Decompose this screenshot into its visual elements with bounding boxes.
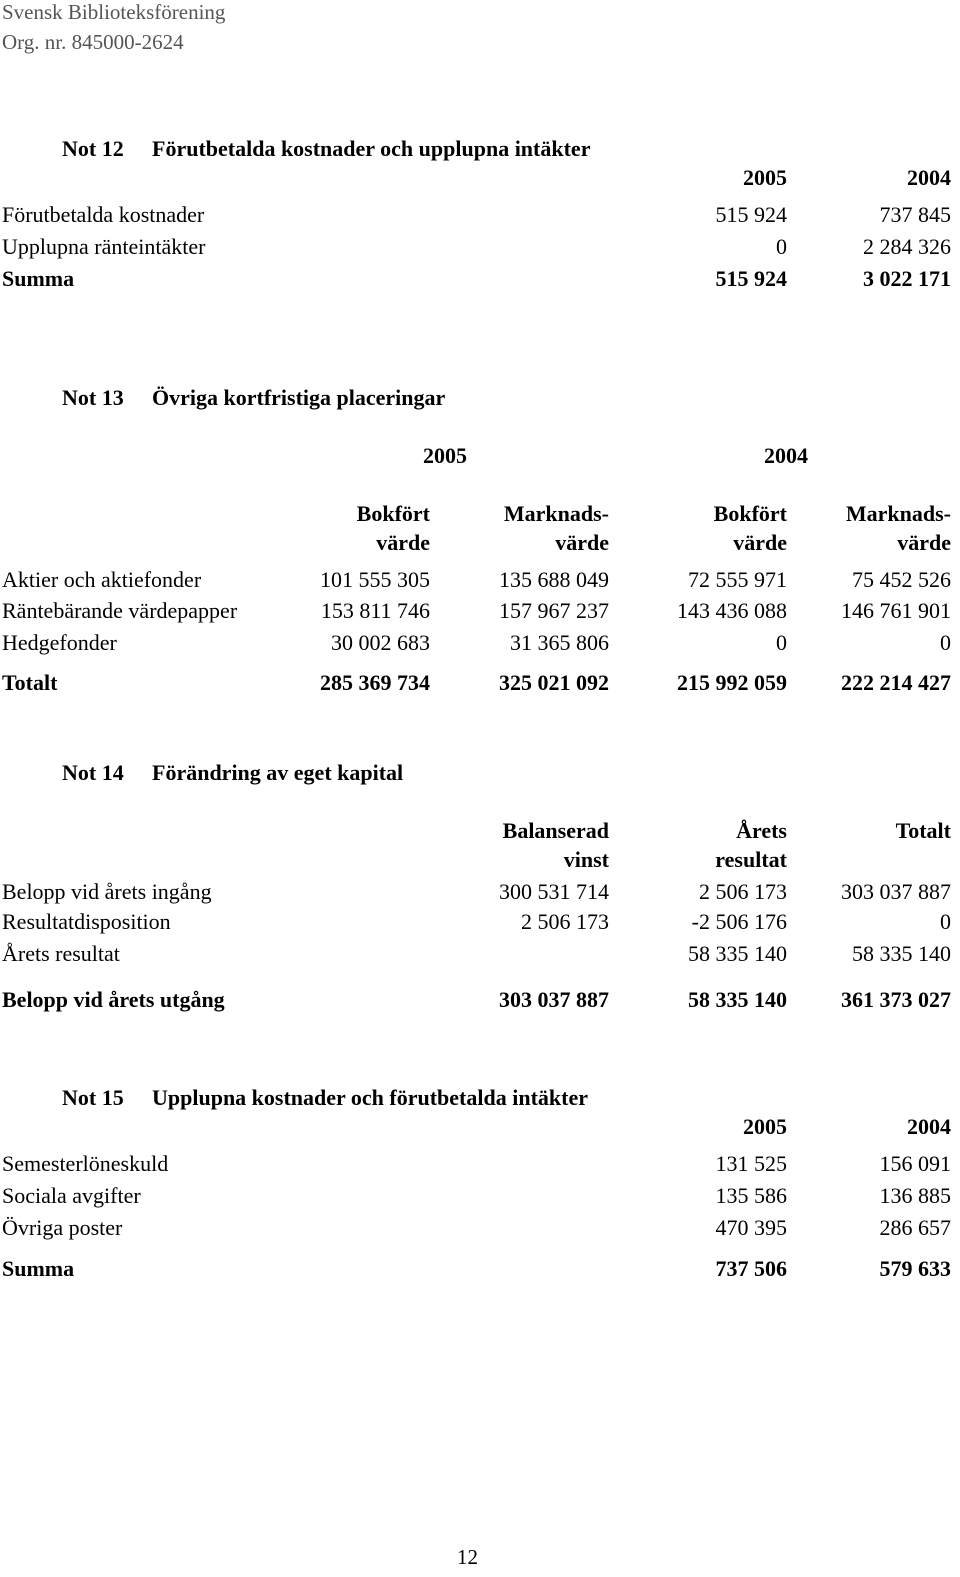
note13-col-header	[846, 499, 951, 557]
note13-value: 0	[776, 630, 787, 655]
note15-value: 131 525	[715, 1151, 787, 1176]
note13-value: 0	[940, 630, 951, 655]
note13-value: 30 002 683	[331, 630, 430, 655]
note12-title	[62, 136, 590, 162]
note14-col-header-line1: Totalt	[895, 818, 951, 843]
note14-row	[0, 879, 960, 909]
note15-row	[0, 1183, 960, 1213]
note12-year-2004: 2004	[907, 165, 951, 190]
note12-value: 737 845	[879, 202, 951, 227]
note13-row	[0, 630, 960, 660]
note15-title-text: Upplupna kostnader och förutbetalda intäkter	[152, 1085, 588, 1110]
note13-col-header-line1: Marknads-	[845, 501, 951, 526]
note15-value: 470 395	[715, 1215, 787, 1240]
note13-col-header	[504, 499, 609, 557]
note12-row-label: Förutbetalda kostnader	[2, 202, 205, 227]
note14-col-header-line2: resultat	[715, 847, 787, 872]
note15-total-value: 737 506	[715, 1256, 787, 1281]
note15-row	[0, 1151, 960, 1181]
note13-value: 31 365 806	[510, 630, 609, 655]
note14-total-value: 303 037 887	[499, 987, 609, 1012]
note12-value: 2 284 326	[863, 234, 951, 259]
note15-year-2005: 2005	[743, 1114, 787, 1139]
note15-value: 286 657	[879, 1215, 951, 1240]
note13-row-label: Hedgefonder	[2, 630, 117, 655]
note13-col-header	[357, 499, 430, 557]
note15-row	[0, 1215, 960, 1245]
note14-row-label: Årets resultat	[2, 941, 120, 966]
org-name: Svensk Biblioteksförening	[2, 0, 226, 24]
note14-title-text: Förändring av eget kapital	[152, 760, 404, 785]
note12-total-value: 3 022 171	[863, 266, 951, 291]
note13-year-2005: 2005	[423, 443, 467, 468]
note12-number: Not 12	[62, 136, 124, 161]
note14-value: 2 506 173	[521, 909, 609, 934]
note13-row	[0, 567, 960, 597]
note13-value: 153 811 746	[320, 598, 430, 623]
note13-value: 146 761 901	[841, 598, 951, 623]
note12-value: 0	[776, 234, 787, 259]
note13-title-text: Övriga kortfristiga placeringar	[152, 385, 446, 410]
note13-total-label: Totalt	[2, 670, 58, 695]
note14-value: -2 506 176	[691, 909, 787, 934]
note13-value: 101 555 305	[320, 567, 430, 592]
note13-col-header	[714, 499, 787, 557]
note12-row	[0, 234, 960, 264]
note12-row	[0, 202, 960, 232]
note12-total-value: 515 924	[715, 266, 787, 291]
note13-value: 135 688 049	[499, 567, 609, 592]
note14-total-label: Belopp vid årets utgång	[2, 987, 225, 1012]
note12-year-header	[0, 165, 960, 195]
note14-col-header-line2: vinst	[563, 847, 609, 872]
note14-total-value: 361 373 027	[841, 987, 951, 1012]
note14-number: Not 14	[62, 760, 124, 785]
note13-total-value: 222 214 427	[841, 670, 951, 695]
note13-value: 143 436 088	[677, 598, 787, 623]
note15-total-label: Summa	[2, 1256, 75, 1281]
note15-total-row	[0, 1256, 960, 1286]
page-number: 12	[457, 1545, 478, 1569]
note13-value: 72 555 971	[688, 567, 787, 592]
note14-row-label: Belopp vid årets ingång	[2, 879, 212, 904]
note15-value: 136 885	[879, 1183, 951, 1208]
note14-row	[0, 909, 960, 939]
note13-col-header-line1: Bokfört	[713, 501, 787, 526]
note12-year-2005: 2005	[743, 165, 787, 190]
org-number: Org. nr. 845000-2624	[2, 30, 184, 54]
note14-value: 303 037 887	[841, 879, 951, 904]
note15-row-label: Övriga poster	[2, 1215, 123, 1240]
note13-col-header-line2: värde	[733, 530, 787, 555]
note14-value: 0	[940, 909, 951, 934]
note14-value: 58 335 140	[852, 941, 951, 966]
note12-total-label: Summa	[2, 266, 75, 291]
note13-col-header-line2: värde	[897, 530, 951, 555]
note13-row-label: Räntebärande värdepapper	[2, 598, 238, 623]
note15-title	[62, 1085, 588, 1111]
note15-row-label: Semesterlöneskuld	[2, 1151, 169, 1176]
note15-number: Not 15	[62, 1085, 124, 1110]
note14-value: 300 531 714	[499, 879, 609, 904]
note14-col-header	[715, 816, 787, 874]
note12-row-label: Upplupna ränteintäkter	[2, 234, 206, 259]
note13-col-header-line1: Bokfört	[356, 501, 430, 526]
note13-total-value: 285 369 734	[320, 670, 430, 695]
note12-value: 515 924	[715, 202, 787, 227]
note14-value: 58 335 140	[688, 941, 787, 966]
note13-row-label: Aktier och aktiefonder	[2, 567, 202, 592]
note13-total-value: 325 021 092	[499, 670, 609, 695]
note12-total-row	[0, 266, 960, 296]
note13-col-header-line2: värde	[376, 530, 430, 555]
note13-value: 157 967 237	[499, 598, 609, 623]
note14-value: 2 506 173	[699, 879, 787, 904]
note13-col-header-line2: värde	[555, 530, 609, 555]
note14-col-header	[503, 816, 609, 874]
note14-title	[62, 760, 403, 786]
note15-year-2004: 2004	[907, 1114, 951, 1139]
note14-row	[0, 941, 960, 971]
note15-total-value: 579 633	[879, 1256, 951, 1281]
note13-value: 75 452 526	[852, 567, 951, 592]
note12-title-text: Förutbetalda kostnader och upplupna intäkter	[152, 136, 591, 161]
note14-col-header-line1: Balanserad	[502, 818, 609, 843]
note14-col-header-line1: Årets	[736, 818, 787, 843]
note13-total-value: 215 992 059	[677, 670, 787, 695]
note13-col-header-line1: Marknads-	[503, 501, 609, 526]
note13-number: Not 13	[62, 385, 124, 410]
note13-title	[62, 385, 445, 411]
note15-year-header	[0, 1114, 960, 1144]
note14-total-value: 58 335 140	[688, 987, 787, 1012]
note15-row-label: Sociala avgifter	[2, 1183, 141, 1208]
note15-value: 156 091	[879, 1151, 951, 1176]
note13-year-2004: 2004	[764, 443, 808, 468]
note13-row	[0, 598, 960, 628]
note15-value: 135 586	[715, 1183, 787, 1208]
note13-total-row	[0, 670, 960, 700]
note14-total-row	[0, 987, 960, 1017]
note14-row-label: Resultatdisposition	[2, 909, 171, 934]
note14-col-header	[896, 816, 951, 845]
